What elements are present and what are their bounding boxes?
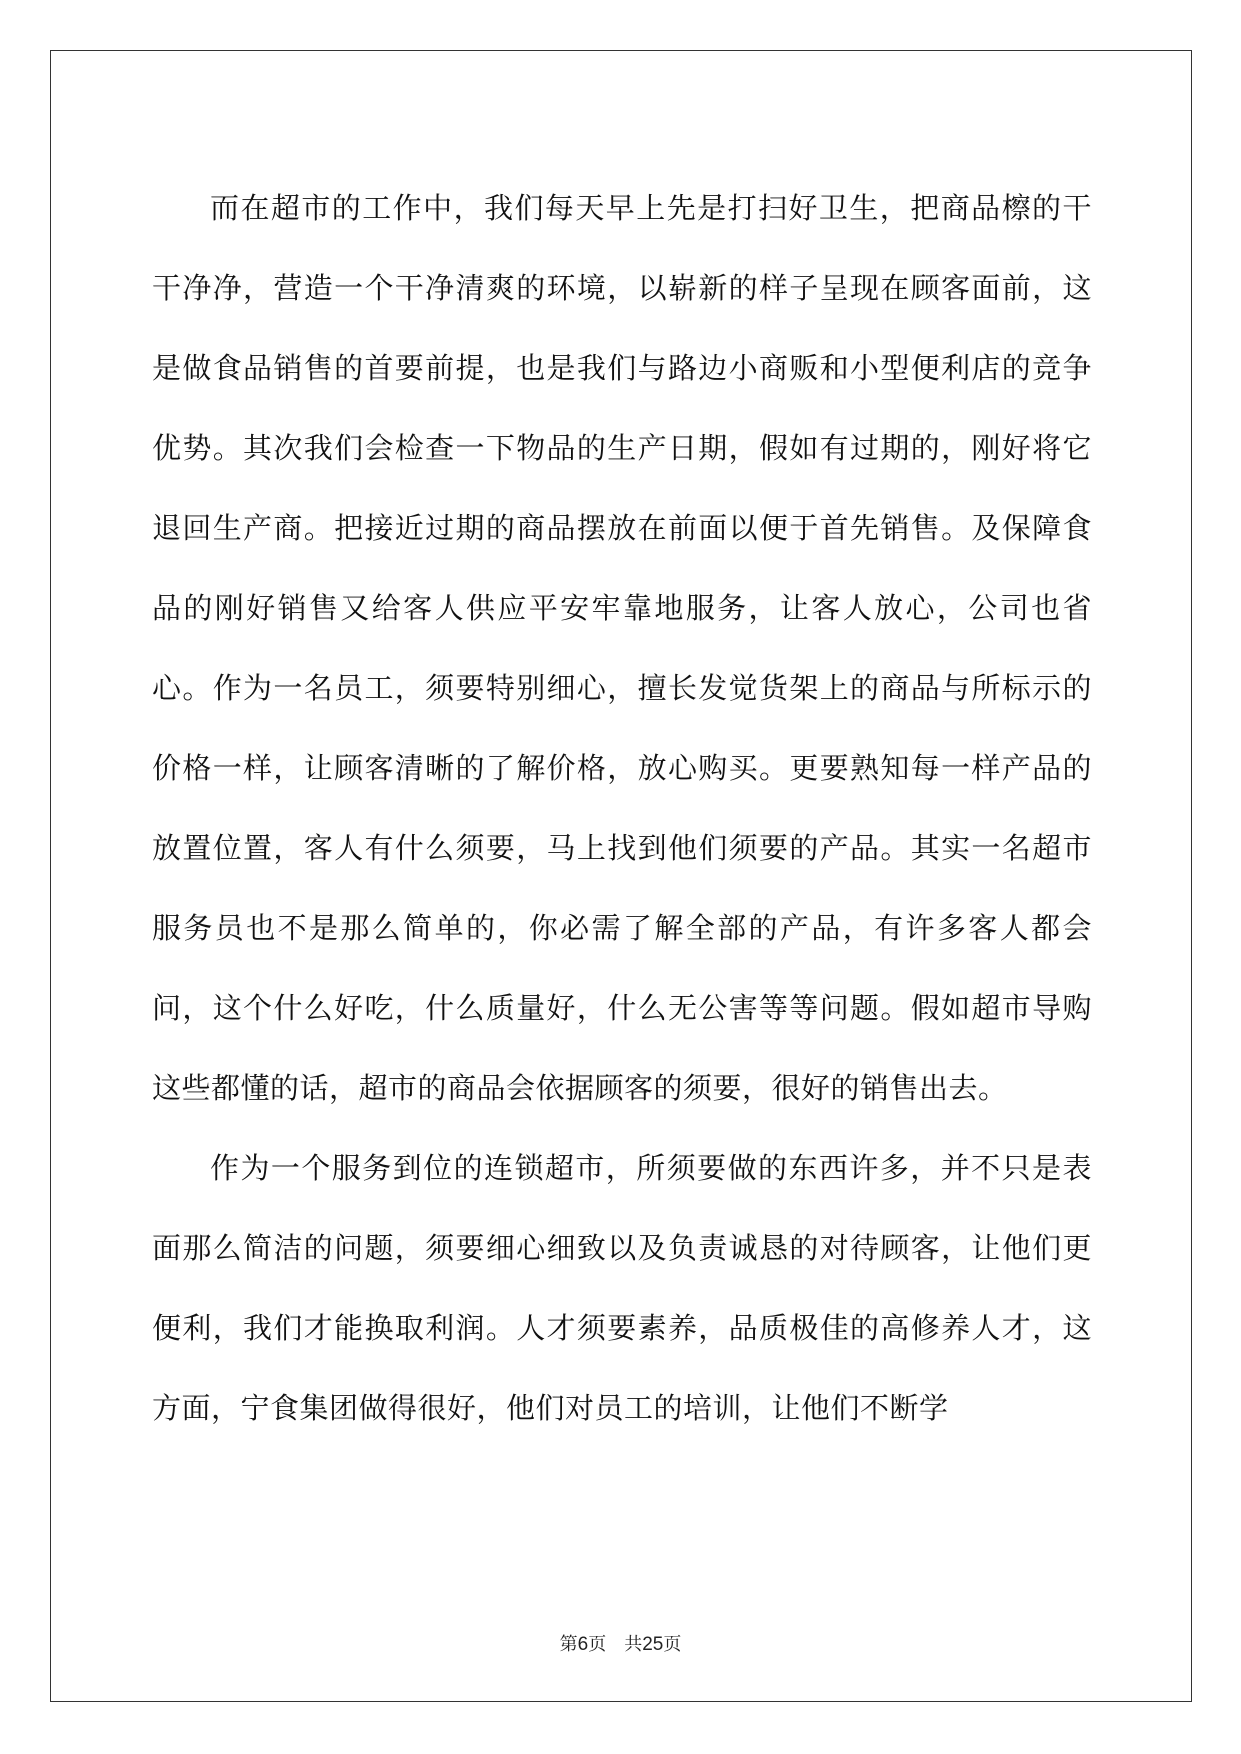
footer-prefix: 第 bbox=[559, 1634, 578, 1655]
footer-page-number: 6 bbox=[577, 1634, 589, 1655]
document-body bbox=[152, 168, 1092, 1448]
footer-total-prefix: 共 bbox=[624, 1634, 643, 1655]
page-number-footer bbox=[0, 1630, 1241, 1656]
paragraph-1: 而在超市的工作中，我们每天早上先是打扫好卫生，把商品檫的干干净净，营造一个干净清爽的环境，以崭新的样子呈现在顾客面前，这是做食品销售的首要前提，也是我们与路边小商贩和小型便利店的竞争优势。其次我们会检查一下物品的生产日期，假如有过期的，刚好将它退回生产商。把接近过期的商品摆放在前面以便于首先销售。及保障食品的刚好销售又给客人供应平安牢靠地服务，让客人放心，公司也省心。作为一名员工，须要特别细心，擅长发觉货架上的商品与所标示的价格一样，让顾客清晰的了解价格，放心购买。更要熟知每一样产品的放置位置，客人有什么须要，马上找到他们须要的产品。其实一名超市服务员也不是那么简单的，你必需了解全部的产品，有许多客人都会问，这个什么好吃，什么质量好，什么无公害等等问题。假如超市导购这些都懂的话，超市的商品会依据顾客的须要，很好的销售出去。 bbox=[152, 191, 1092, 1105]
paragraph-2: 作为一个服务到位的连锁超市，所须要做的东西许多，并不只是表面那么简洁的问题，须要细心细致以及负责诚恳的对待顾客，让他们更便利，我们才能换取利润。人才须要素养，品质极佳的高修养人才，这方面，宁食集团做得很好，他们对员工的培训，让他们不断学 bbox=[152, 1151, 1092, 1425]
footer-page-unit: 页 bbox=[588, 1634, 607, 1655]
footer-total-pages: 25 bbox=[642, 1634, 664, 1655]
footer-total-unit: 页 bbox=[663, 1634, 682, 1655]
